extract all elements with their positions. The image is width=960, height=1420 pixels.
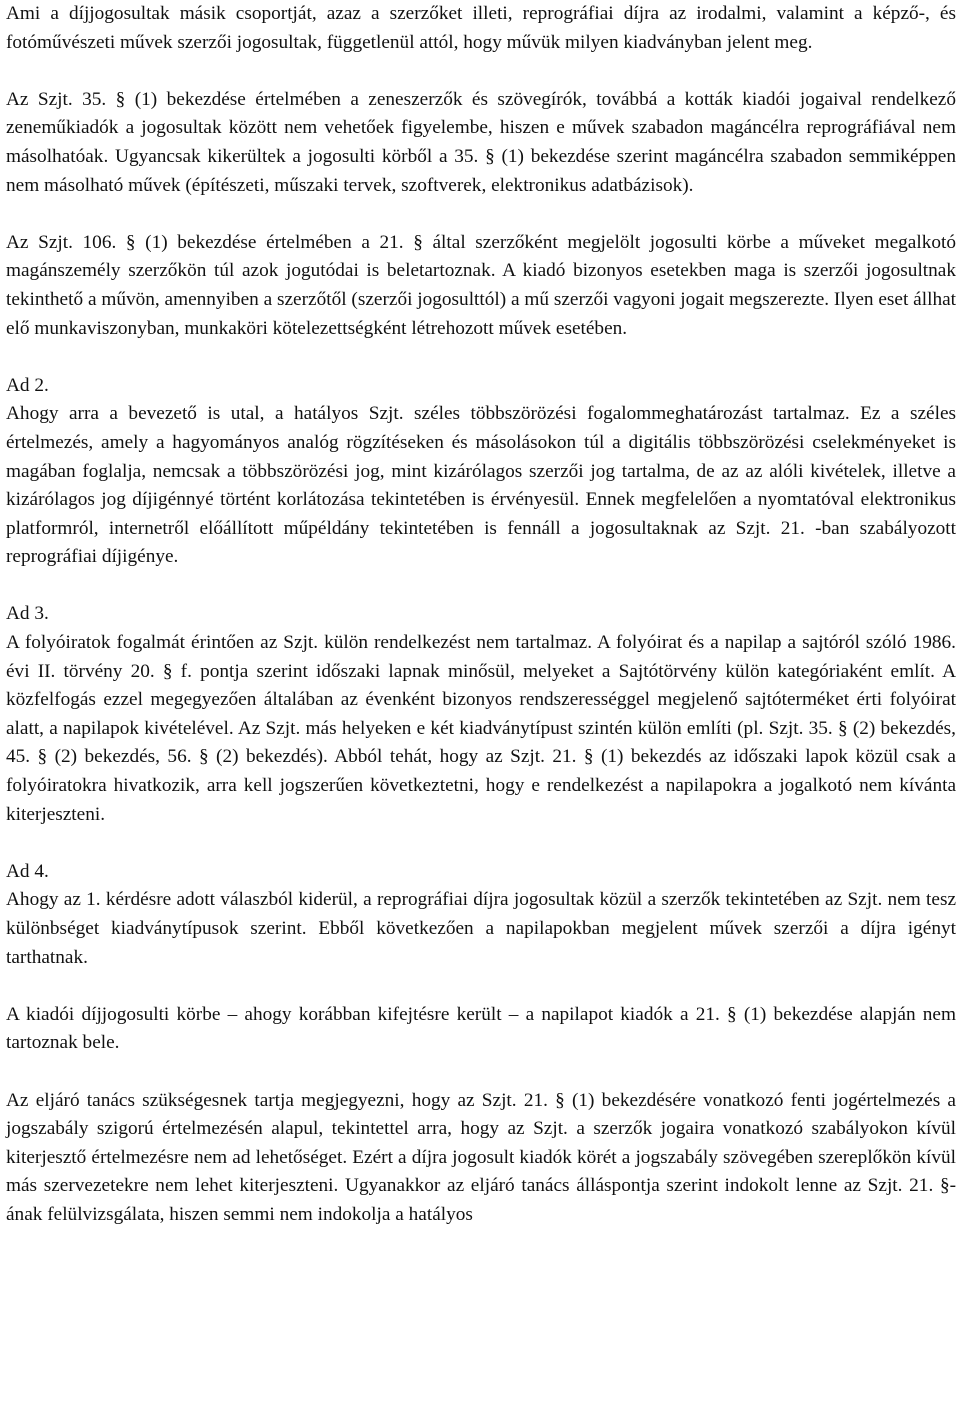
paragraph-szjt-35: Az Szjt. 35. § (1) bekezdése értelmében a zeneszerzők és szövegírók, továbbá a kották kiadói jogaival rendelkező zeneműkiadók a jogosultak között nem vehetőek figyelembe, hiszen e művek szabadon magáncélra reprográfiával nem másolhatóak. Ugyancsak kikerültek a jogosulti körből a 35. § (1) bekezdése szerint magáncélra szabadon semmiképpen nem másolható művek (építészeti, műszaki tervek, szoftverek, elektronikus adatbázisok). [6, 88, 956, 196]
paragraph-ad4-council: Az eljáró tanács szükségesnek tartja megjegyezni, hogy az Szjt. 21. § (1) bekezdésére vonatkozó fenti jogértelmezés a jogszabály szigorú értelmezésén alapul, tekintettel arra, hogy az Szjt. a szerzők jogaira vonatkozó szabályokon kívül kiterjesztő értelmezésre nem ad lehetőséget. Ezért a díjra jogosult kiadók körét a jogszabály szövegében szereplőkön kívül más szervezetekre nem lehet kiterjeszteni. Ugyanakkor az eljáró tanács álláspontja szerint indokolt lenne az Szjt. 21. §-ának felülvizsgálata, hiszen semmi nem indokolja a hatályos [6, 1089, 956, 1225]
paragraph-gap [6, 572, 956, 601]
paragraph-ad4-publishers: A kiadói díjjogosulti körbe – ahogy korábban kifejtésre került – a napilapot kiadók a 21. § (1) bekezdése alapján nem tartoznak bele. [6, 1003, 956, 1054]
paragraph-gap [6, 972, 956, 1001]
section-heading-ad4: Ad 4. [6, 860, 49, 882]
section-heading-ad2: Ad 2. [6, 374, 49, 396]
paragraph-szjt-106: Az Szjt. 106. § (1) bekezdése értelmében a 21. § által szerzőként megjelölt jogosulti körbe a műveket megalkotó magánszemély szerzőkön túl azok jogutódai is beletartoznak. A kiadó bizonyos esetekben maga is szerzői jogosultnak tekinthető a művön, amennyiben a szerzőtől (szerzői jogosulttól) a mű szerzői vagyoni jogait megszerezte. Ilyen eset állhat elő munkaviszonyban, munkaköri kötelezettségként létrehozott művek esetében. [6, 231, 956, 339]
paragraph-authors-intro: Ami a díjjogosultak másik csoportját, azaz a szerzőket illeti, reprográfiai díjra az irodalmi, valamint a képző-, és fotóművészeti művek szerzői jogosultak, függetlenül attól, hogy művük milyen kiadványban jelent meg. [6, 3, 956, 53]
paragraph-gap [6, 1058, 956, 1087]
paragraph-gap [6, 829, 956, 858]
paragraph-ad2-body: Ahogy arra a bevezető is utal, a hatályos Szjt. széles többszörözési fogalommeghatározást tartalmaz. Ez a széles értelmezés, amely a hagyományos analóg rögzítéseken és másolásokon túl a digitális többszörözési cselekményeket is magában foglalja, nemcsak a többszörözési jog, mint kizárólagos szerzői jog tartalma, de az az alóli kivételek, illetve a kizárólagos jog díjigénnyé történt korlátozása tekintetében is érvényesül. Ennek megfelelően a nyomtatóval elektronikus platformról, internetről előállított műpéldány tekintetében is fennáll a jogosultaknak az Szjt. 21. -ban szabályozott reprográfiai díjigénye. [6, 403, 956, 568]
paragraph-gap [6, 200, 956, 229]
paragraph-ad4-body: Ahogy az 1. kérdésre adott válaszból kiderül, a reprográfiai díjra jogosultak közül a szerzők tekintetében az Szjt. nem tesz különbséget kiadványtípusok szerint. Ebből következően a napilapokban megjelent művek szerzői a díjra igényt tarthatnak. [6, 889, 956, 968]
paragraph-gap [6, 57, 956, 86]
section-heading-ad3: Ad 3. [6, 603, 49, 625]
document-page [6, 0, 956, 1230]
paragraph-gap [6, 343, 956, 372]
paragraph-ad3-body: A folyóiratok fogalmát érintően az Szjt. külön rendelkezést nem tartalmaz. A folyóirat és a napilap a sajtóról szóló 1986. évi II. törvény 20. § f. pontja szerint időszaki lapnak minősül, melyeket a Sajtótörvény külön kategóriaként említ. A közfelfogás ezzel megegyezően általában az évenként bizonyos rendszerességgel megjelenő sajtóterméket érti folyóirat alatt, a napilapok kivételével. Az Szjt. más helyeken e két kiadványtípust szintén külön említi (pl. Szjt. 35. § (2) bekezdés, 45. § (2) bekezdés, 56. § (2) bekezdés). Abból tehát, hogy az Szjt. 21. § (1) bekezdés az időszaki lapok közül csak a folyóiratokra hivatkozik, arra kell jogszerűen következtetni, hogy e rendelkezést a napilapokra a jogalkotó nem kívánta kiterjeszteni. [6, 632, 956, 825]
